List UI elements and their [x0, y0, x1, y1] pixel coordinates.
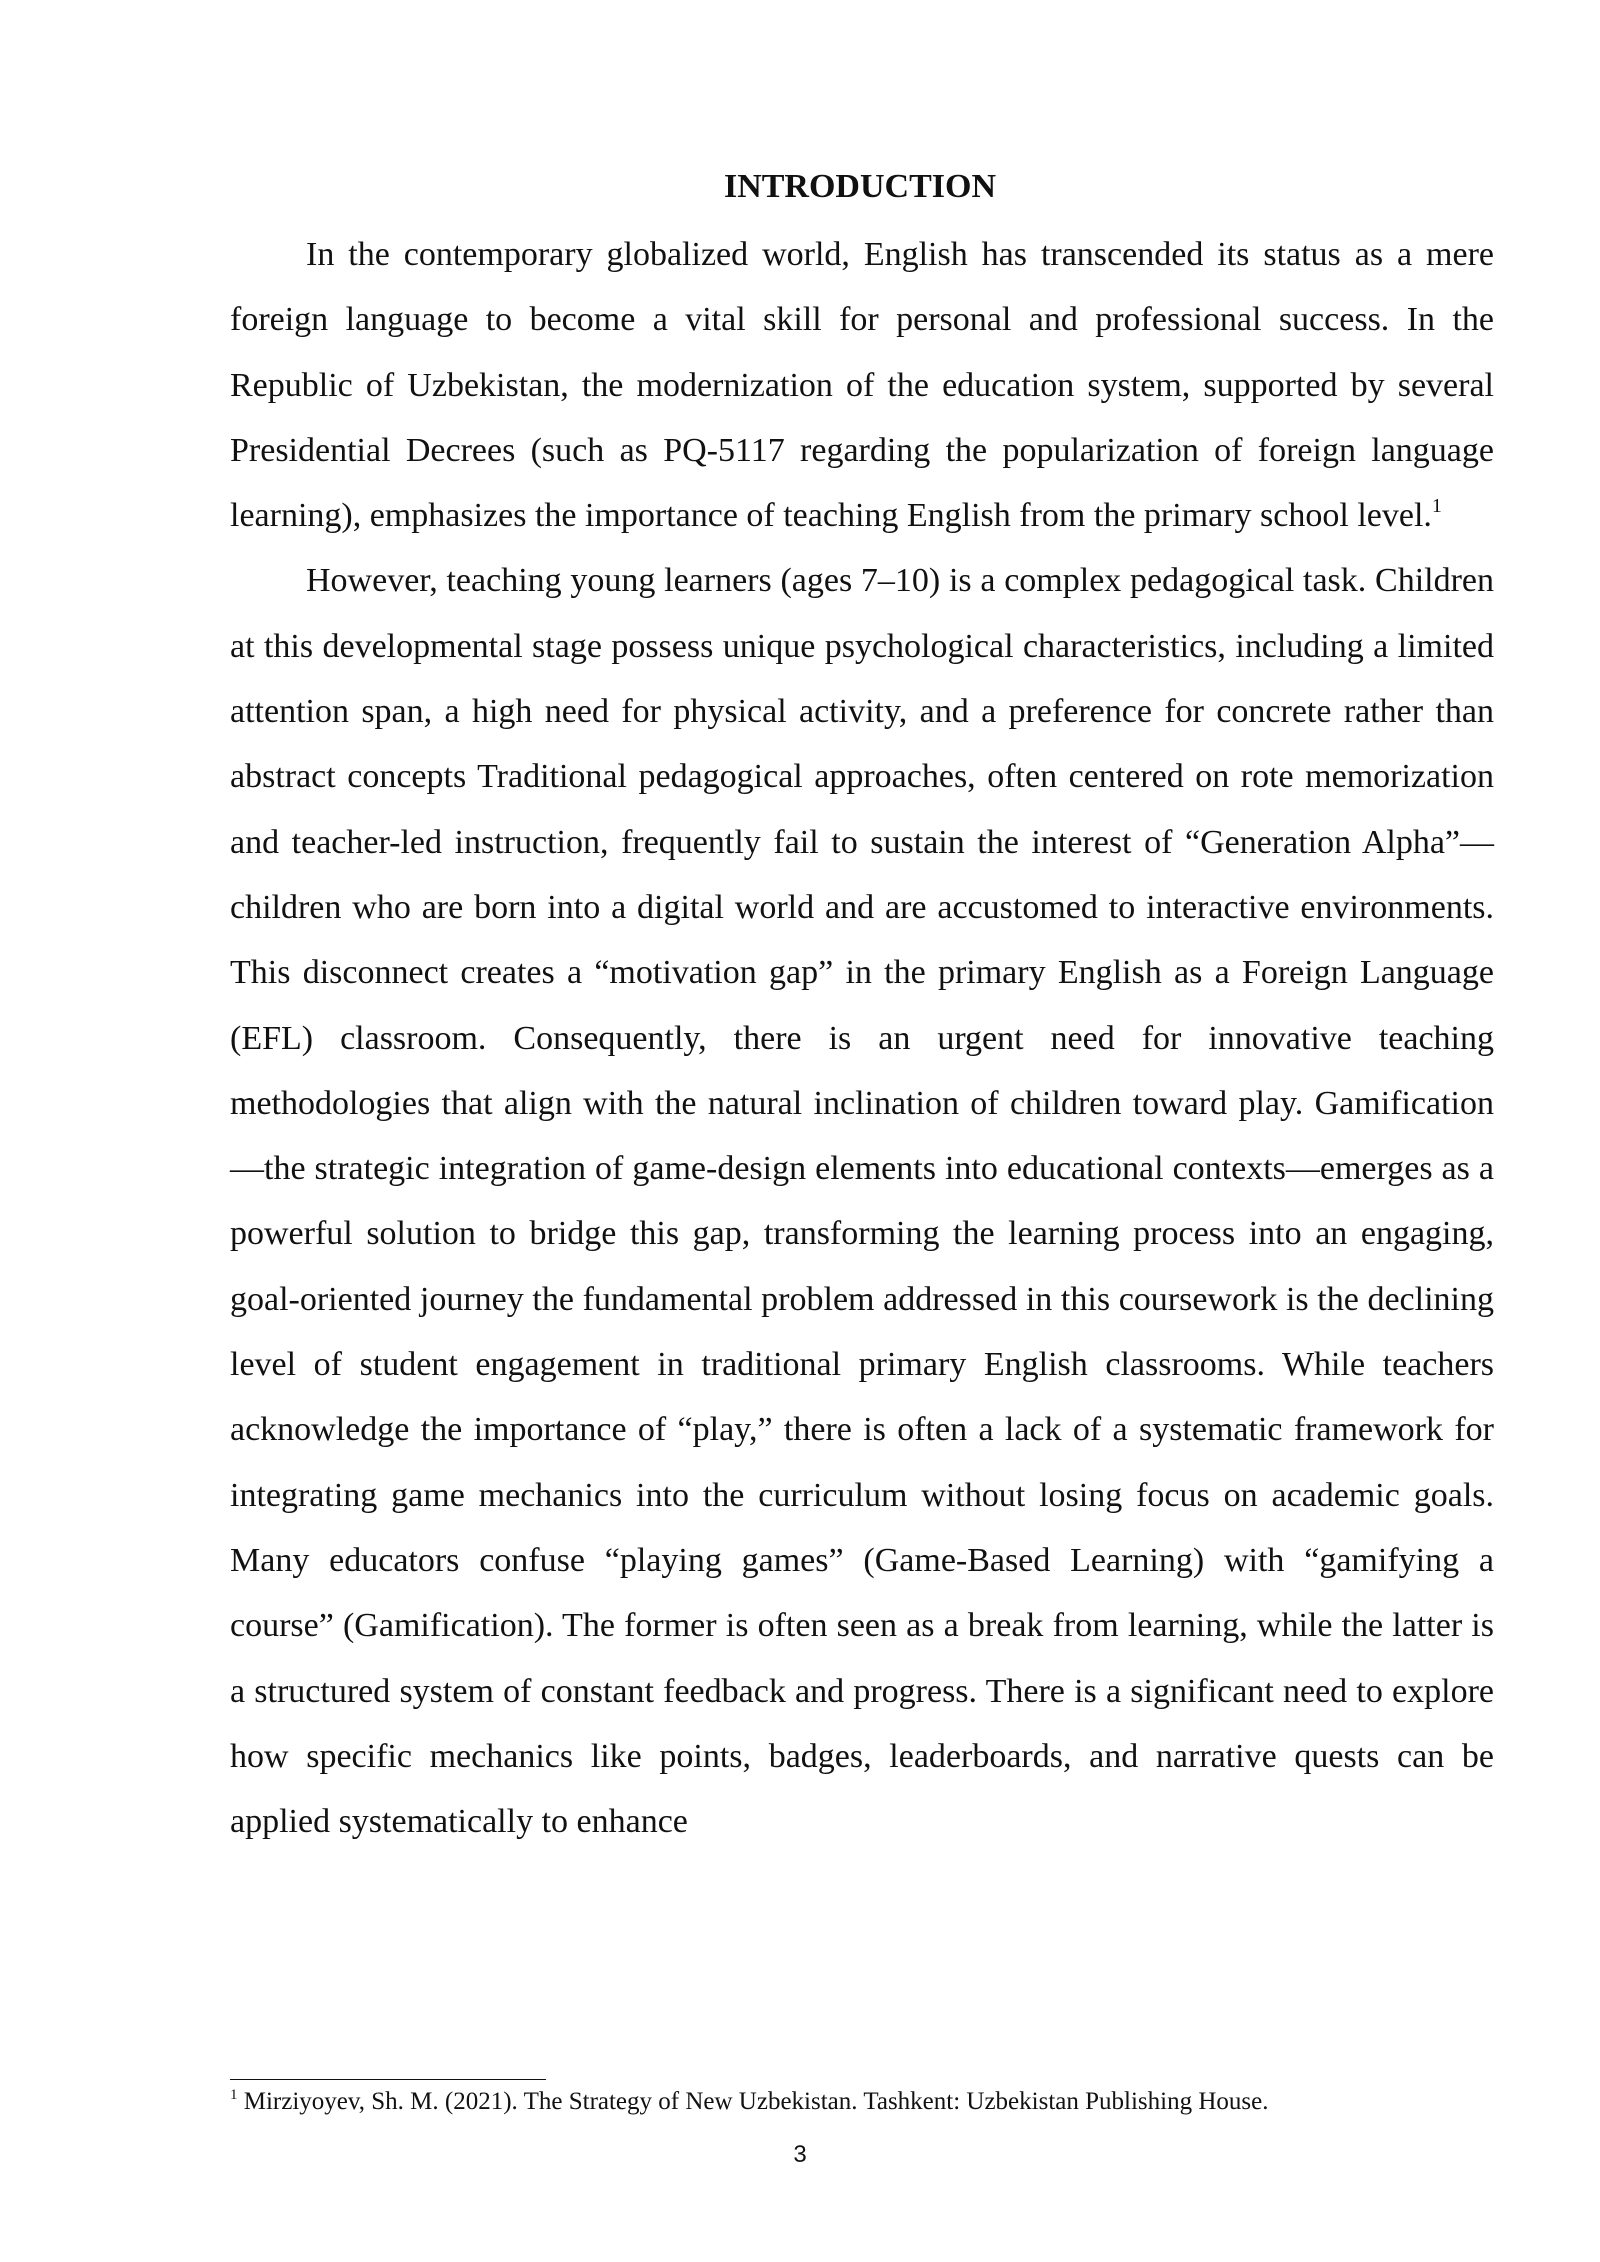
paragraph-2-text: However, teaching young learners (ages 7–10) is a complex pedagogical task. Children at this developmental stage possess unique psychological characteristics, including a limited attention span, a high need for physical activity, and a preference for concrete rather than abstract concepts Traditional pedagogical approaches, often centered on rote memorization and teacher-led instruction, frequently fail to sustain the interest of “Generation Alpha”—children who are born into a digital world and are accustomed to interactive environments. This disconnect creates a “motivation gap” in the primary English as a Foreign Language (EFL) classroom. Consequently, there is an urgent need for innovative teaching methodologies that align with the natural inclination of children toward play. Gamification—the strategic integration of game-design elements into educational contexts—emerges as a powerful solution to bridge this gap, transforming the learning process into an engaging, goal-oriented journey the fundamental problem addressed in this coursework is the declining level of student engagement in traditional primary English classrooms. While teachers acknowledge the importance of “play,” there is often a lack of a systematic framework for integrating game mechanics into the curriculum without losing focus on academic goals. Many educators confuse “playing games” (Game-Based Learning) with “gamifying a course” (Gamification). The former is often seen as a break from learning, while the latter is a structured system of constant feedback and progress. There is a significant need to explore how specific mechanics like points, badges, leaderboards, and narrative quests can be applied systematically to enhance — [230, 562, 1494, 1841]
section-heading: INTRODUCTION — [723, 168, 997, 205]
footnote — [230, 2086, 1494, 2118]
footnote-reference: 1 — [1431, 495, 1442, 518]
paragraph-1 — [230, 222, 1494, 548]
paragraph-1-text: In the contemporary globalized world, English has transcended its status as a mere foreign language to become a vital skill for personal and professional success. In the Republic of Uzbekistan, the modernization of the education system, supported by several Presidential Decrees (such as PQ-5117 regarding the popularization of foreign language learning), emphasizes the importance of teaching English from the primary school level. — [230, 236, 1494, 535]
footnote-separator — [230, 2079, 546, 2080]
page-number: 3 — [793, 2141, 807, 2168]
footnote-text: Mirziyoyev, Sh. M. (2021). The Strategy of New Uzbekistan. Tashkent: Uzbekistan Publishing House. — [243, 2088, 1269, 2115]
paragraph-2 — [230, 548, 1494, 1854]
body-text — [230, 222, 1494, 1854]
footnote-marker: 1 — [230, 2087, 238, 2103]
